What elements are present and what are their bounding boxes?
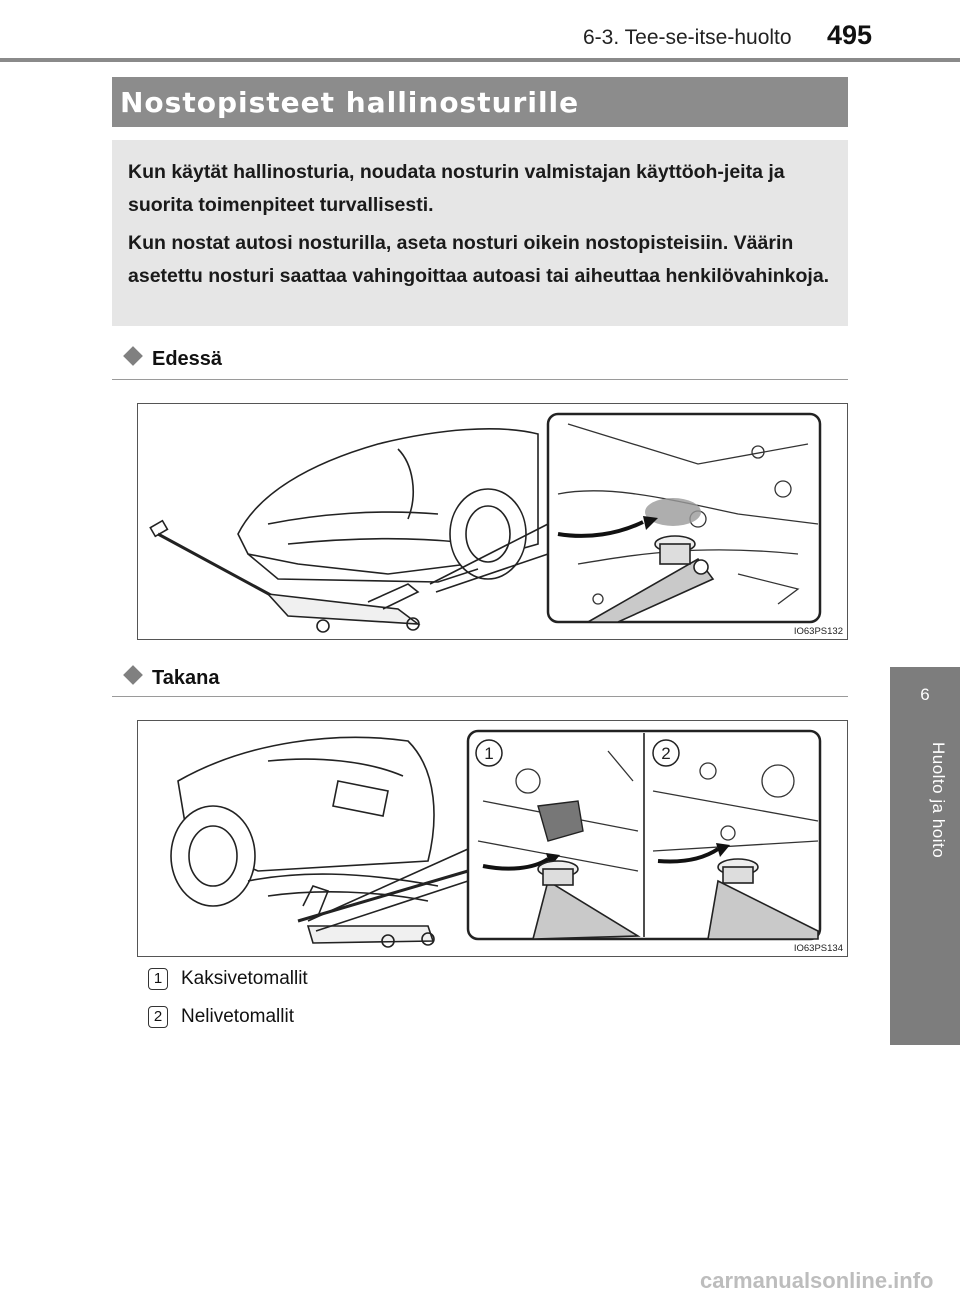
- legend-number-2: 2: [148, 1006, 168, 1028]
- title-bar: [112, 77, 848, 127]
- front-jack-illustration: [138, 404, 849, 641]
- watermark: carmanualsonline.info: [700, 1268, 934, 1293]
- chapter-label: Huolto ja hoito: [929, 742, 948, 859]
- legend-item-1: [148, 968, 308, 990]
- section-rule-front: [112, 379, 848, 380]
- legend-number-1: 1: [148, 968, 168, 990]
- page-title: Nostopisteet hallinosturille: [120, 86, 580, 119]
- diamond-bullet-icon: [123, 665, 143, 685]
- rear-jack-illustration: [138, 721, 849, 958]
- intro-paragraph-1: Kun käytät hallinosturia, noudata nosturin valmistajan käyttöoh-jeita ja suorita toimenpiteet turvallisesti.: [128, 161, 785, 216]
- page-number: 495: [827, 20, 873, 50]
- figure-rear-jack-points: [137, 720, 848, 957]
- legend-item-2: [148, 1006, 294, 1028]
- intro-paragraph-2: Kun nostat autosi nosturilla, aseta nosturi oikein nostopisteisiin. Väärin asetettu nosturi saattaa vahingoittaa autoasi tai aiheuttaa henkilövahinkoja.: [128, 232, 830, 287]
- chapter-side-tab: [890, 667, 960, 1045]
- section-heading-front: [126, 348, 222, 371]
- section-heading-rear: [126, 667, 219, 690]
- figure-code-front: IO63PS132: [793, 626, 843, 637]
- diamond-bullet-icon: [123, 346, 143, 366]
- callout-2: 2: [661, 744, 671, 763]
- figure-front-jack-points: [137, 403, 848, 640]
- legend-text-2: Nelivetomallit: [181, 1006, 294, 1028]
- header-rule: [0, 58, 960, 62]
- legend-text-1: Kaksivetomallit: [181, 968, 308, 990]
- section-heading-front-text: Edessä: [152, 348, 223, 370]
- running-header-section: 6-3. Tee-se-itse-huolto: [583, 26, 792, 49]
- figure-code-rear: IO63PS134: [793, 943, 843, 954]
- chapter-number: 6: [920, 685, 930, 704]
- section-rule-rear: [112, 696, 848, 697]
- section-heading-rear-text: Takana: [152, 667, 220, 689]
- intro-box: [112, 140, 848, 326]
- callout-1: 1: [484, 744, 494, 763]
